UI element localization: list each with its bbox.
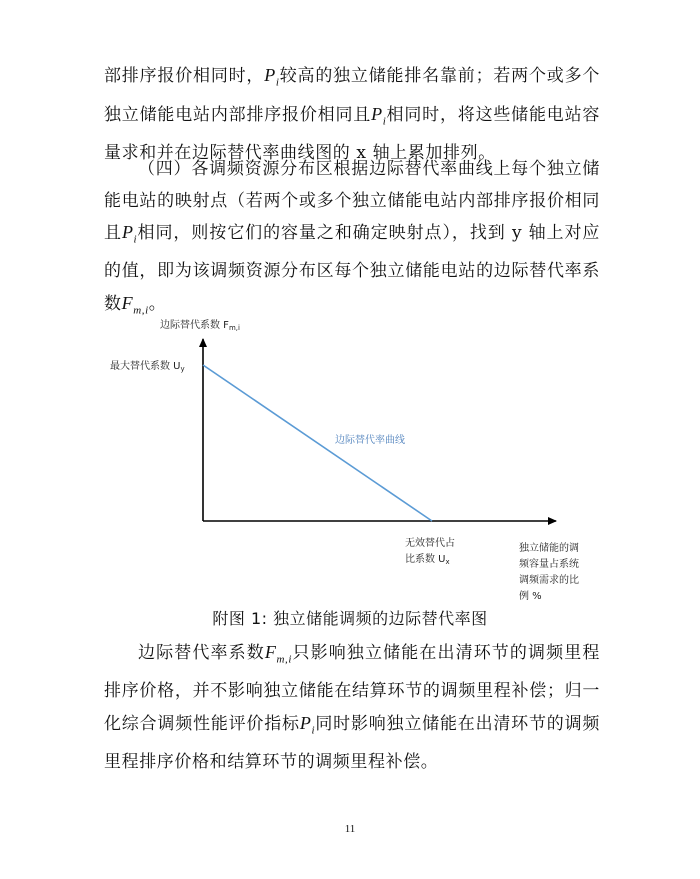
x-tick-label-ux-line1: 无效替代占 <box>405 538 455 549</box>
curve-label: 边际替代率曲线 <box>335 435 405 446</box>
x-axis-label-line-4: 例 % <box>519 591 542 602</box>
chart-svg <box>0 315 700 615</box>
y-axis-label: 边际替代系数 $F_{m,i}$ <box>160 320 240 332</box>
paragraph-2: （四）各调频资源分布区根据边际替代率曲线上每个独立储能电站的映射点（若两个或多个独立储能电站内部排序报价相同且$P_i$相同，则按它们的容量之和确定映射点），找到 y 轴上对应的值，即为该调频资源分布区每个独立储能电站的边际替代率系数$F_{m,i}$。 <box>104 159 600 317</box>
x-axis-label-line-3: 调频需求的比 <box>519 575 579 586</box>
figure-caption: 附图 1: 独立储能调频的边际替代率图 <box>212 609 488 628</box>
paragraph-1: 部排序报价相同时，$P_i$较高的独立储能排名靠前；若两个或多个独立储能电站内部排序报价相同且$P_i$相同时，将这些储能电站容量求和并在边际替代率曲线图的 x 轴上累加排列。 <box>104 65 601 164</box>
x-axis-label-line-1: 独立储能的调 <box>519 543 579 554</box>
x-axis-label-line-2: 频容量占系统 <box>519 559 579 570</box>
x-tick-label-ux-line2: 比系数 $U_x$ <box>405 554 450 566</box>
marginal-substitution-chart <box>0 315 700 615</box>
page-number: 11 <box>344 823 356 835</box>
paragraph-3: 边际替代率系数$F_{m,i}$只影响独立储能在出清环节的调频里程排序价格，并不影响独立储能在结算环节的调频里程补偿；归一化综合调频性能评价指标$P_i$同时影响独立储能在出清环节的调频里程排序价格和结算环节的调频里程补偿。 <box>104 642 600 772</box>
y-tick-label-uy: 最大替代系数 $U_y$ <box>110 361 185 373</box>
